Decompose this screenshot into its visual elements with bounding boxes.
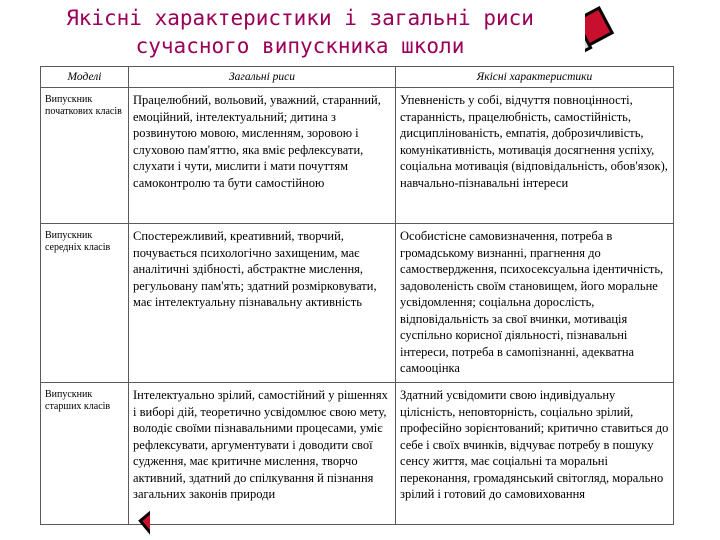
pencil-icon (585, 0, 720, 390)
row-model: Випускник середніх класів (41, 224, 129, 383)
page-title (0, 4, 600, 60)
header-general-traits: Загальні риси (129, 67, 396, 88)
row-general: Інтелектуально зрілий, самостійний у рішеннях і виборі дій, теоретично усвідомлює свою мету, володіє своїми пізнавальними процесами, уміє рефлексувати, аргументувати і доводити свої судження, має критичне мислення, творчо активний, здатний до спілкування й пізнання загальних законів природи (129, 383, 396, 525)
header-models: Моделі (41, 67, 129, 88)
row-qualities: Упевненість у собі, відчуття повноцінності, старанність, працелюбність, самостійність, дисциплінованість, емпатія, доброзичливість, комунікативність, мотивація досягнення успіху, соціальна мотивація (відповідальність, обов'язок), навчально-пізнавальні інтереси (396, 88, 674, 224)
row-qualities: Здатний усвідомити свою індивідуальну цілісність, неповторність, соціально зрілий, професійно зорієнтований; критично ставиться до себе і своїх вчинків, відчуває потребу в пошуку сенсу життя, має соціальні та моральні переконання, громадянський світогляд, морально зрілий і готовий до самовиховання (396, 383, 674, 525)
row-model: Випускник старших класів (41, 383, 129, 525)
table-row (41, 88, 674, 224)
row-general: Спостережливий, креативний, творчий, почувається психологічно захищеним, має аналітичні здібності, абстрактне мислення, регульовану пам'ять; здатний розмірковувати, має інтелектуальну пізнавальну активність (129, 224, 396, 383)
header-qualities: Якісні характеристики (396, 67, 674, 88)
row-general: Працелюбний, вольовий, уважний, старанний, емоційний, інтелектуальний; дитина з розвинутою мовою, мисленням, зоровою і слуховою пам'яттю, яка вміє рефлексувати, слухати і чути, мислити і мати почуттям самоконтролю та бути самостійною (129, 88, 396, 224)
row-qualities: Особистісне самовизначення, потреба в громадському визнанні, прагнення до самоствердження, психосексуальна ідентичність, задоволеність своїм становищем, його моральне усвідомлення; соціальна дорослість, відповідальність за свої вчинки, мотивація суспільно корисної діяльності, пізнавальні інтереси, потреба в самопізнанні, адекватна самооцінка (396, 224, 674, 383)
table-row (41, 224, 674, 383)
row-model: Випускник початкових класів (41, 88, 129, 224)
table-header-row (41, 67, 674, 88)
title-line-1: Якісні характеристики і загальні риси (66, 6, 534, 30)
pencil-icon (0, 418, 150, 540)
title-line-2: сучасного випускника школи (135, 34, 465, 58)
